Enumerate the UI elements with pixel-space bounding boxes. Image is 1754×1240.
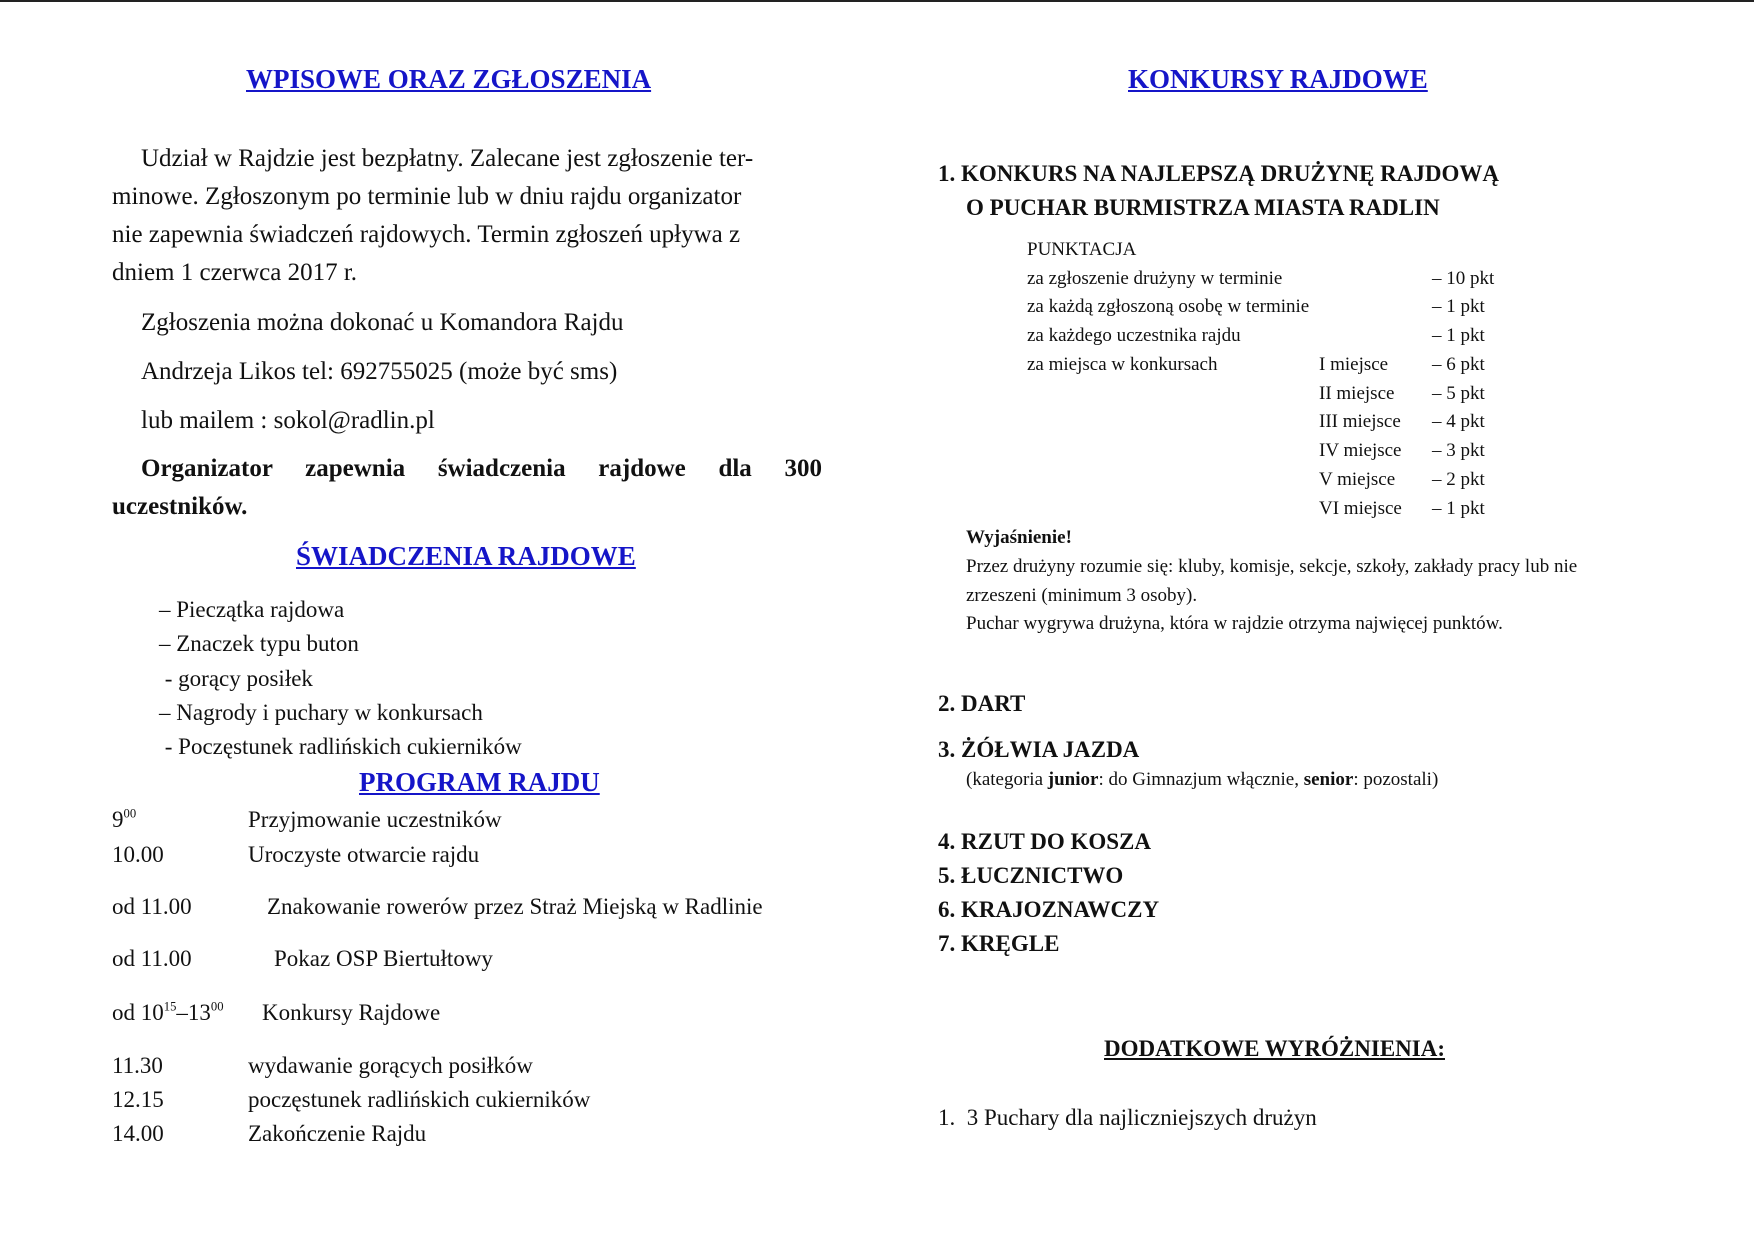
organizer-note-line-1: Organizator zapewnia świadczenia rajdowe dla 300 <box>141 455 822 482</box>
explanation-line: Przez drużyny rozumie się: kluby, komisje, sekcje, szkoły, zakłady pracy lub nie <box>966 556 1578 577</box>
scoring-points: – 1 pkt <box>1432 296 1485 317</box>
contests-heading: KONKURSY RAJDOWE <box>1128 64 1428 94</box>
program-activity: poczęstunek radlińskich cukierników <box>248 1087 591 1112</box>
program-activity: wydawanie gorących posiłków <box>248 1053 533 1078</box>
extra-award-item: 1. 3 Puchary dla najliczniejszych drużyn <box>938 1105 1317 1130</box>
program-time: 12.15 <box>112 1087 164 1112</box>
contest-3-title: 3. ŻÓŁWIA JAZDA <box>938 737 1140 762</box>
scoring-points: – 1 pkt <box>1432 325 1485 346</box>
contact-email-line: lub mailem : sokol@radlin.pl <box>141 407 435 434</box>
scoring-points: – 3 pkt <box>1432 440 1485 461</box>
benefit-item: – Znaczek typu buton <box>159 631 359 656</box>
program-activity: Znakowanie rowerów przez Straż Miejską w Radlinie <box>267 894 763 919</box>
program-time: od $10^{15}-13^{00}$ <box>112 999 224 1025</box>
contest-1-subtitle: O PUCHAR BURMISTRZA MIASTA RADLIN <box>966 195 1440 220</box>
scoring-place: V miejsce <box>1319 469 1396 490</box>
scoring-label: za każdego uczestnika rajdu <box>1027 325 1241 346</box>
organizer-note-line-2: uczestników. <box>112 493 248 520</box>
scoring-label: za miejsca w konkursach <box>1027 354 1218 375</box>
contest-7-title: 7. KRĘGLE <box>938 931 1060 956</box>
scoring-place: VI miejsce <box>1319 498 1402 519</box>
scoring-points: – 5 pkt <box>1432 383 1485 404</box>
contact-line-1: Zgłoszenia można dokonać u Komandora Rajdu <box>141 309 624 336</box>
program-time: od 11.00 <box>112 946 192 971</box>
program-time: 11.30 <box>112 1053 163 1078</box>
scoring-place: IV miejsce <box>1319 440 1402 461</box>
contact-line-2: Andrzeja Likos tel: 692755025 (może być sms) <box>141 358 618 385</box>
contest-3-category-note: (kategoria junior: do Gimnazjum włącznie, senior: pozostali) <box>966 769 1439 790</box>
extra-awards-heading: DODATKOWE WYRÓŻNIENIA: <box>1104 1036 1445 1061</box>
program-time: 14.00 <box>112 1121 164 1146</box>
benefit-item: – Nagrody i puchary w konkursach <box>159 700 483 725</box>
contest-1-title: 1. KONKURS NA NAJLEPSZĄ DRUŻYNĘ RAJDOWĄ <box>938 161 1499 186</box>
program-activity: Pokaz OSP Biertułtowy <box>274 946 493 971</box>
benefit-item: – Pieczątka rajdowa <box>159 597 345 622</box>
program-activity: Uroczyste otwarcie rajdu <box>248 842 480 867</box>
scoring-place: III miejsce <box>1319 411 1401 432</box>
explanation-line: Puchar wygrywa drużyna, która w rajdzie otrzyma najwięcej punktów. <box>966 613 1503 634</box>
program-heading: PROGRAM RAJDU <box>359 767 600 797</box>
intro-line-3: nie zapewnia świadczeń rajdowych. Termin zgłoszeń upływa z <box>112 221 741 248</box>
benefit-item: - gorący posiłek <box>159 666 313 691</box>
scoring-points: – 4 pkt <box>1432 411 1485 432</box>
intro-line-2: minowe. Zgłoszonym po terminie lub w dniu rajdu organizator <box>112 183 742 210</box>
explanation-heading: Wyjaśnienie! <box>966 527 1072 548</box>
program-activity: Konkursy Rajdowe <box>262 1000 441 1025</box>
program-time: 10.00 <box>112 842 164 867</box>
scoring-label: za każdą zgłoszoną osobę w terminie <box>1027 296 1310 317</box>
program-activity: Zakończenie Rajdu <box>248 1121 427 1146</box>
contest-2-title: 2. DART <box>938 691 1026 716</box>
contest-4-title: 4. RZUT DO KOSZA <box>938 829 1152 854</box>
scoring-points: – 2 pkt <box>1432 469 1485 490</box>
scoring-points: – 10 pkt <box>1432 268 1495 289</box>
scoring-points: – 6 pkt <box>1432 354 1485 375</box>
scoring-place: II miejsce <box>1319 383 1395 404</box>
contest-5-title: 5. ŁUCZNICTWO <box>938 863 1124 888</box>
scoring-points: – 1 pkt <box>1432 498 1485 519</box>
scoring-label: za zgłoszenie drużyny w terminie <box>1027 268 1283 289</box>
explanation-line: zrzeszeni (minimum 3 osoby). <box>966 585 1198 606</box>
program-activity: Przyjmowanie uczestników <box>248 807 502 832</box>
program-time: $9^{00}$ <box>112 806 137 832</box>
benefit-item: - Poczęstunek radlińskich cukierników <box>159 734 522 759</box>
intro-line-4: dniem 1 czerwca 2017 r. <box>112 259 358 286</box>
scoring-heading: PUNKTACJA <box>1027 239 1137 260</box>
program-time: od 11.00 <box>112 894 192 919</box>
contest-6-title: 6. KRAJOZNAWCZY <box>938 897 1160 922</box>
intro-line-1: Udział w Rajdzie jest bezpłatny. Zalecane jest zgłoszenie ter- <box>141 145 754 172</box>
entry-fee-heading: WPISOWE ORAZ ZGŁOSZENIA <box>246 64 652 94</box>
benefits-heading: ŚWIADCZENIA RAJDOWE <box>296 541 636 571</box>
scoring-place: I miejsce <box>1319 354 1389 375</box>
page-top-border <box>0 0 1754 2</box>
